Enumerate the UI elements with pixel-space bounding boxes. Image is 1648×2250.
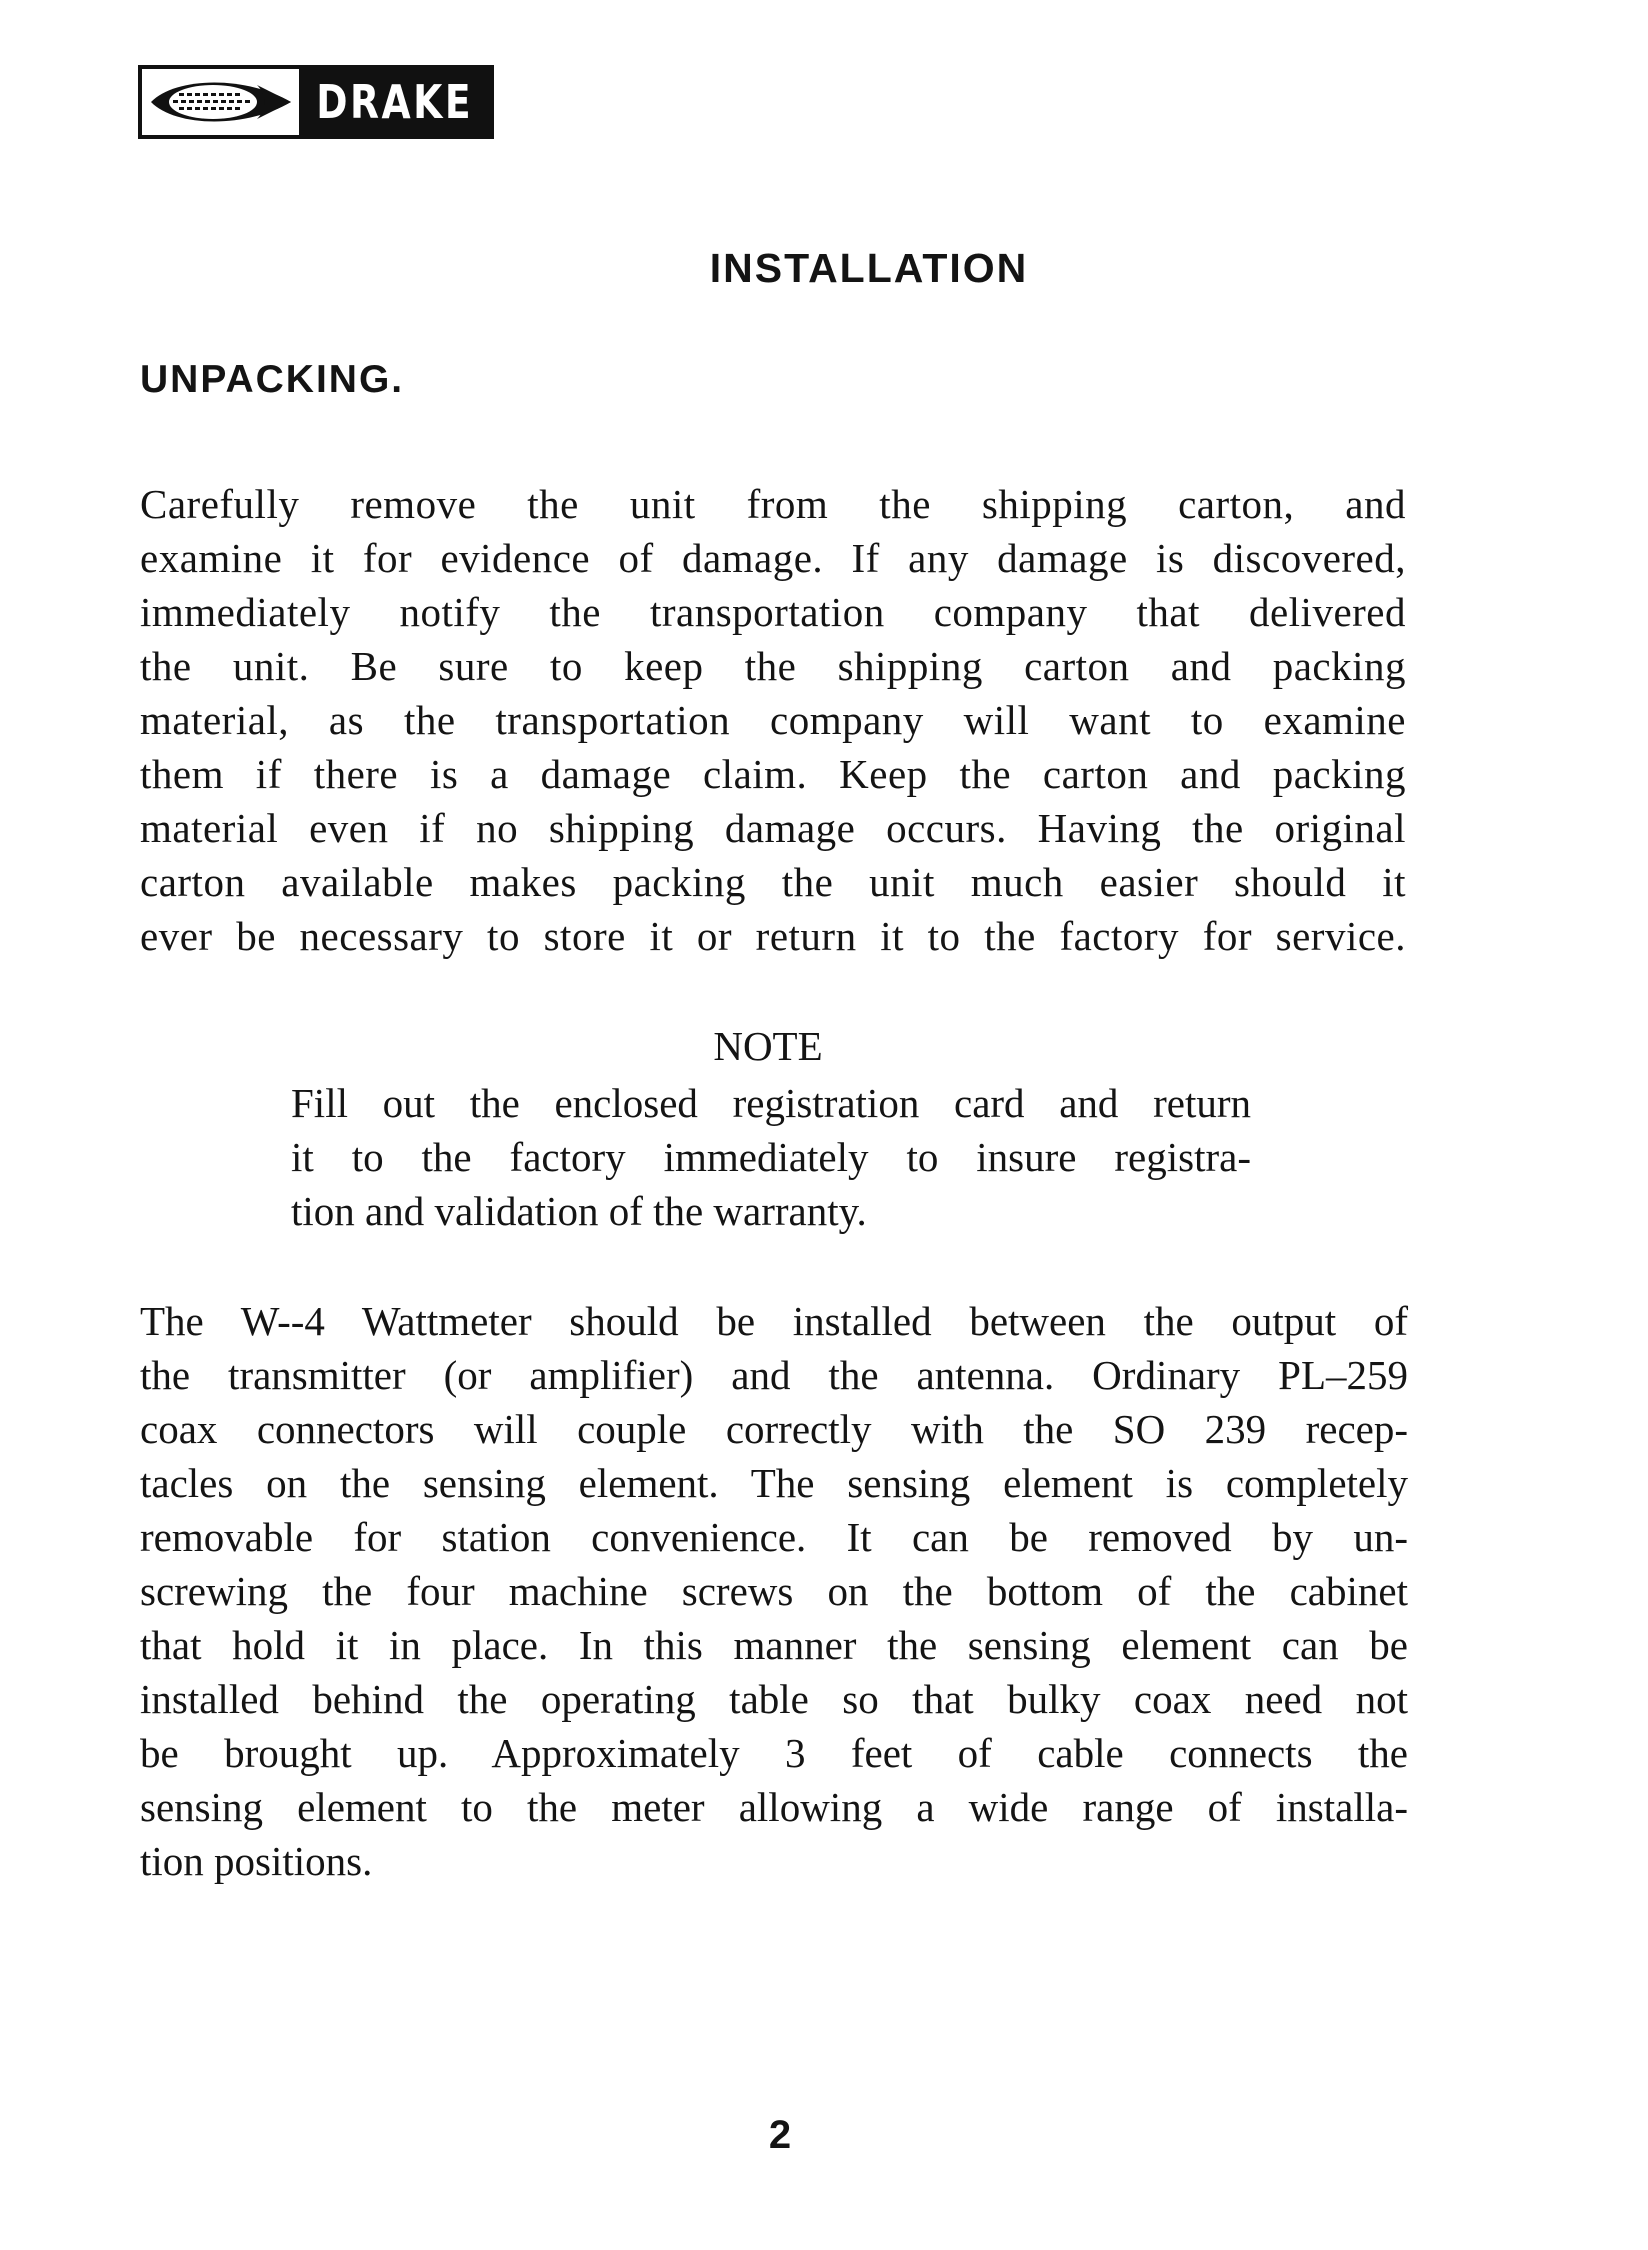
paragraph-line: examine it for evidence of damage. If any damage is discovered, (140, 535, 1406, 581)
drake-globe-emblem-icon (142, 69, 299, 135)
paragraph-line: The W--4 Wattmeter should be installed between the output of (140, 1298, 1408, 1344)
paragraph-line: installed behind the operating table so that bulky coax need not (140, 1676, 1408, 1722)
paragraph-line: tion positions. (140, 1838, 373, 1884)
paragraph-line: that hold it in place. In this manner the sensing element can be (140, 1622, 1408, 1668)
drake-brand-name: DRAKE (315, 75, 473, 129)
note-body (291, 1076, 1251, 1238)
paragraph-line: coax connectors will couple correctly with the SO 239 recep- (140, 1406, 1408, 1452)
note-line: Fill out the enclosed registration card and return (291, 1080, 1251, 1126)
paragraph-line: sensing element to the meter allowing a wide range of installa- (140, 1784, 1408, 1830)
paragraph-line: ever be necessary to store it or return it to the factory for service. (140, 913, 1406, 959)
paragraph-line: material, as the transportation company will want to examine (140, 697, 1406, 743)
drake-logo (138, 65, 494, 139)
paragraph-line: them if there is a damage claim. Keep the carton and packing (140, 751, 1406, 797)
paragraph-line: the transmitter (or amplifier) and the antenna. Ordinary PL–259 (140, 1352, 1408, 1398)
section-title-unpacking: UNPACKING. (140, 358, 405, 401)
paragraph-line: Carefully remove the unit from the shipping carton, and (140, 481, 1406, 527)
paragraph-line: be brought up. Approximately 3 feet of cable connects the (140, 1730, 1408, 1776)
note-line: tion and validation of the warranty. (291, 1188, 867, 1234)
note-line: it to the factory immediately to insure registra- (291, 1134, 1251, 1180)
page-heading: INSTALLATION (709, 245, 1029, 291)
paragraph-line: removable for station convenience. It can be removed by un- (140, 1514, 1408, 1560)
paragraph-line: material even if no shipping damage occurs. Having the original (140, 805, 1406, 851)
paragraph-line: carton available makes packing the unit much easier should it (140, 859, 1406, 905)
paragraph-line: tacles on the sensing element. The sensing element is completely (140, 1460, 1408, 1506)
paragraph-line: immediately notify the transportation company that delivered (140, 589, 1406, 635)
paragraph-line: the unit. Be sure to keep the shipping carton and packing (140, 643, 1406, 689)
unpacking-paragraph (140, 477, 1406, 963)
note-title: NOTE (713, 1023, 823, 1069)
installation-paragraph (140, 1294, 1408, 1888)
paragraph-line: screwing the four machine screws on the bottom of the cabinet (140, 1568, 1408, 1614)
page-number: 2 (768, 2113, 792, 2157)
